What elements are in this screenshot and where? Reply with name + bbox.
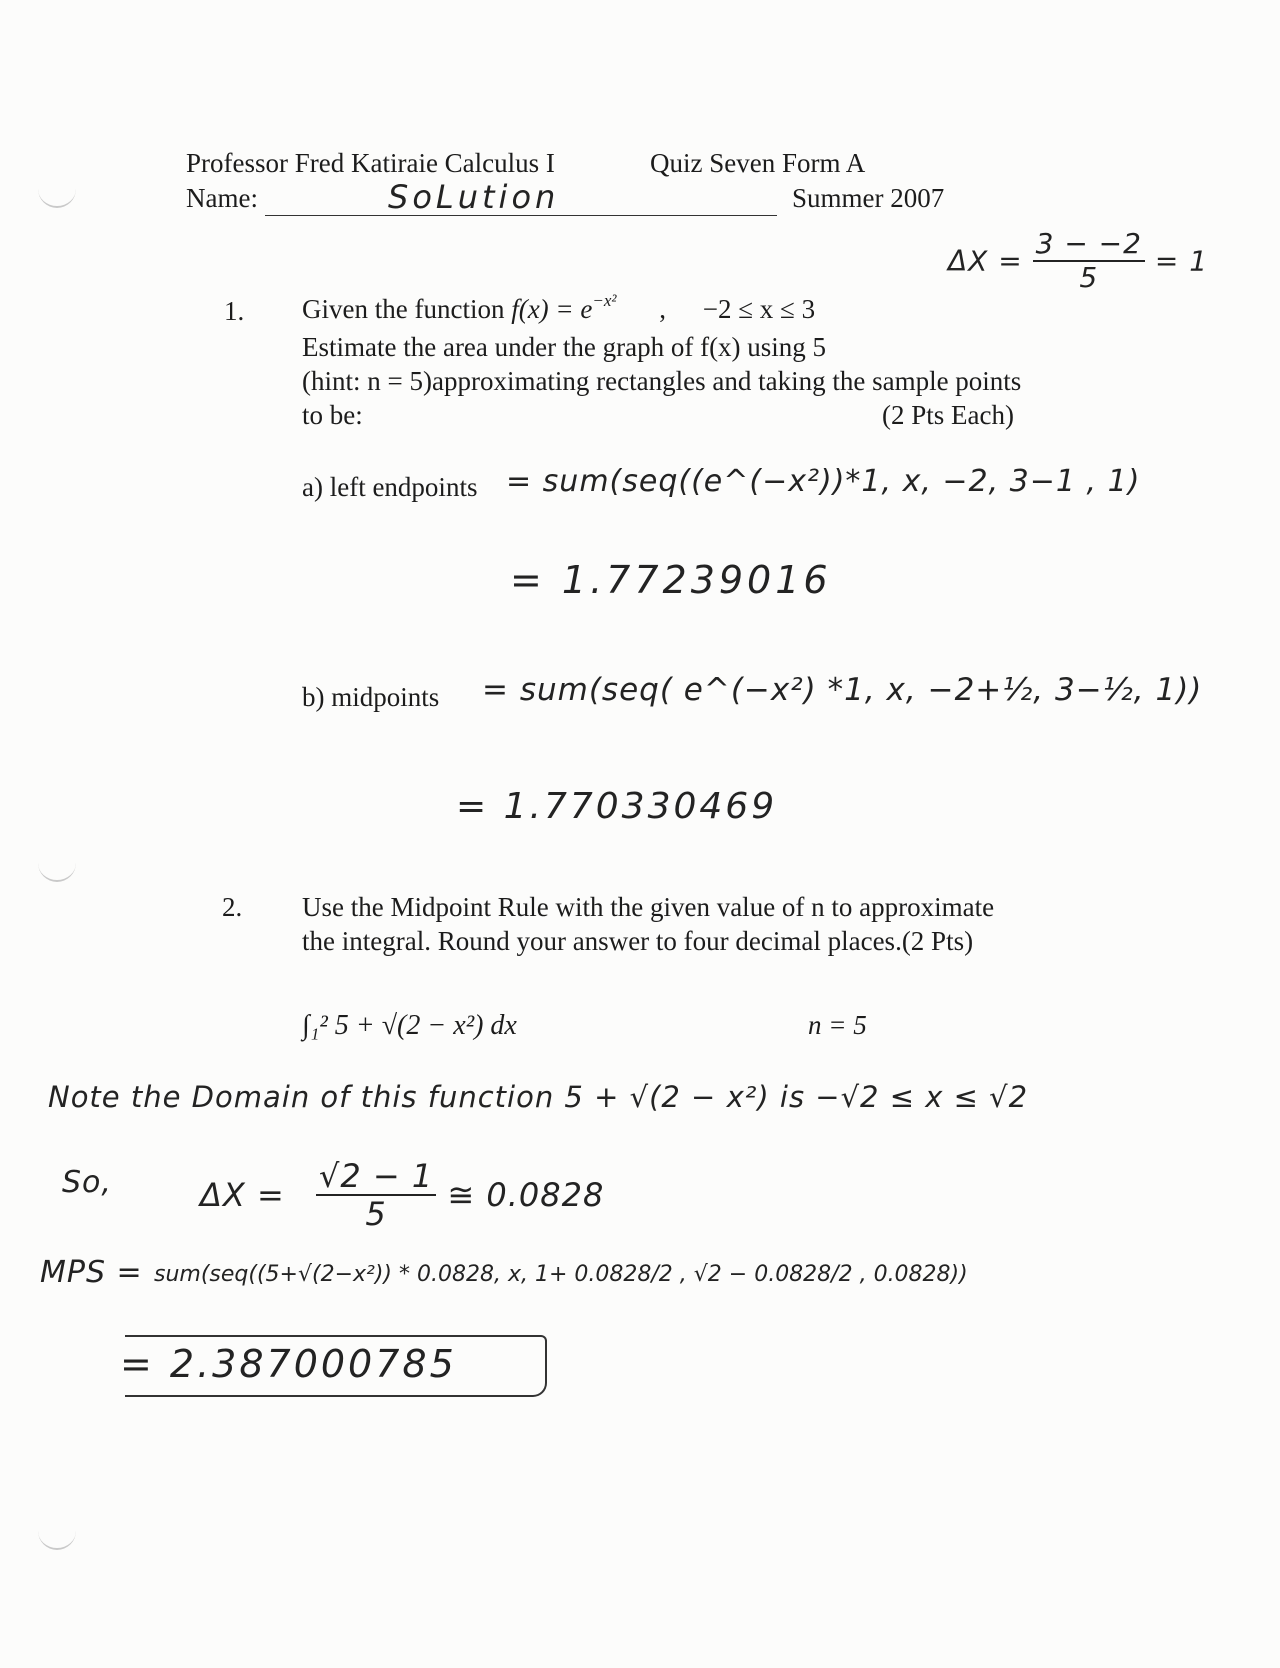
delta-x-top	[948, 227, 1209, 294]
domain-note: Note the Domain of this function 5 + √(2 − x²) is −√2 ≤ x ≤ √2	[48, 1080, 1029, 1114]
name-value: SoLution	[388, 178, 560, 216]
problem1-comma: ,	[659, 294, 666, 324]
delta-x-label: ΔX =	[948, 244, 1023, 278]
term: Summer 2007	[792, 183, 945, 213]
problem1-line3: (hint: n = 5)approximating rectangles and taking the sample points	[302, 366, 1022, 396]
part-a-label: a) left endpoints	[302, 472, 478, 502]
part-a-result: = 1.77239016	[510, 558, 832, 602]
delta-x-result: = 1	[1154, 244, 1209, 278]
part-b-work: = sum(seq( e^(−x²) *1, x, −2+½, 3−½, 1))	[482, 672, 1203, 708]
problem1-points: (2 Pts Each)	[882, 400, 1014, 430]
problem1-range: −2 ≤ x ≤ 3	[702, 294, 816, 324]
problem1-line1	[302, 291, 816, 325]
problem1-function: f(x) = e	[511, 294, 593, 324]
delta-x-numerator: 3 − −2	[1033, 230, 1145, 262]
integral-expression: ∫₁² 5 + √(2 − x²) dx	[302, 1010, 517, 1041]
problem2-line1: Use the Midpoint Rule with the given value of n to approximate	[302, 892, 995, 922]
problem1-line4: to be:	[302, 400, 363, 430]
quiz-title: Quiz Seven Form A	[650, 148, 866, 178]
delta-x-2	[200, 1157, 605, 1233]
problem1-number: 1.	[224, 296, 245, 326]
punch-hole-bottom	[38, 1530, 76, 1550]
delta-x-2-approx: ≅ 0.0828	[447, 1176, 605, 1214]
mps-expression: sum(seq((5+√(2−x²)) * 0.0828, x, 1+ 0.0828/2 , √2 − 0.0828/2 , 0.0828))	[154, 1262, 968, 1287]
mps-label: MPS =	[40, 1255, 143, 1290]
delta-x-denominator: 5	[1079, 261, 1099, 294]
so-label: So,	[62, 1165, 112, 1200]
delta-x-2-denominator: 5	[365, 1195, 387, 1233]
delta-x-fraction	[1033, 227, 1145, 294]
problem1-line1-pre: Given the function	[302, 294, 512, 324]
delta-x-2-label: ΔX =	[200, 1176, 285, 1214]
final-result: = 2.387000785	[120, 1342, 457, 1386]
problem2-line2: the integral. Round your answer to four decimal places.(2 Pts)	[302, 926, 974, 956]
n-value: n = 5	[808, 1010, 867, 1040]
name-label: Name:	[186, 183, 258, 213]
course-title: Professor Fred Katiraie Calculus I	[186, 148, 555, 178]
delta-x-2-numerator: √2 − 1	[316, 1160, 436, 1196]
part-a-work: = sum(seq((e^(−x²))*1, x, −2, 3−1 , 1)	[506, 464, 1141, 499]
delta-x-2-fraction	[316, 1157, 436, 1233]
punch-hole-middle	[38, 862, 76, 882]
punch-hole-top	[38, 188, 76, 208]
problem1-line2: Estimate the area under the graph of f(x) using 5	[302, 332, 827, 362]
part-b-label: b) midpoints	[302, 682, 440, 712]
problem1-exponent: −x²	[592, 291, 617, 310]
part-b-result: = 1.770330469	[456, 786, 778, 827]
problem2-number: 2.	[222, 892, 243, 922]
